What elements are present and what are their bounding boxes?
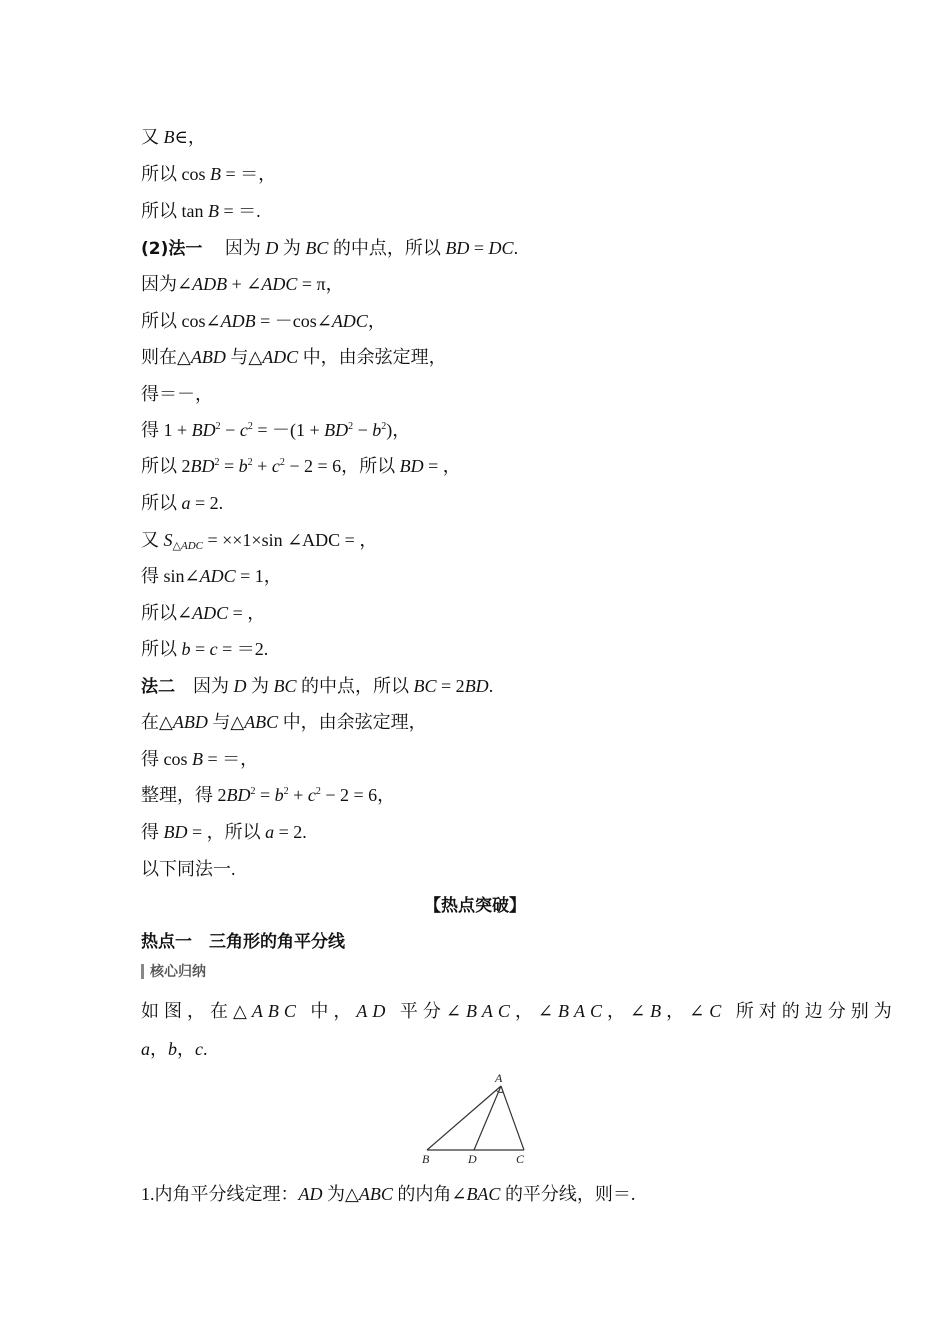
core-summary-label: 核心归纳 (150, 964, 206, 980)
bisector-ad (474, 1086, 501, 1150)
hotspot-title: 热点一 三角形的角平分线 (141, 932, 345, 952)
line-19: 整理，得 $2BD^2 = b^2 + c^2 - 2 = 6$， (141, 785, 396, 805)
paragraph-line-1: 如图，在△ABC 中，AD 平分∠BAC，∠BAC，∠B，∠C 所对的边分别为 (141, 1001, 897, 1021)
core-summary-heading (141, 961, 206, 981)
line-3: 所以 tan B = ＝. (141, 201, 261, 221)
line-12: 又 $S_{\triangle ADC} = \times\times 1\times\sin$ ∠ADC = ， (141, 530, 378, 552)
line-21: 以下同法一. (141, 859, 236, 879)
line-13: 得 sin∠ADC = 1， (141, 566, 282, 586)
point-label-d: D (468, 1152, 477, 1166)
line-15: 所以 b = c = ＝2. (141, 639, 269, 659)
paragraph-line-2: a，b，c. (141, 1039, 208, 1059)
side-ab (427, 1086, 501, 1150)
line-14: 所以∠ADC = ， (141, 603, 266, 623)
line-10: 所以 $2BD^2 = b^2 + c^2 - 2 = 6$，所以 BD = ， (141, 456, 461, 476)
theorem-line: 1.内角平分线定理：AD 为△ABC 的内角∠BAC 的平分线，则＝. (141, 1184, 636, 1204)
line-9: 得 $1 + BD^2 - c^2 = -(1 + BD^2 - b^2)$， (141, 420, 411, 440)
triangle-figure (410, 1068, 540, 1168)
line-7: 则在△ABD 与△ADC 中，由余弦定理， (141, 347, 447, 367)
line-5: 因为∠ADB + ∠ADC = π， (141, 274, 344, 294)
line-4: (2)法一 因为 D 为 BC 的中点，所以 BD = DC. (141, 238, 519, 259)
vertex-label-a: A (495, 1071, 503, 1085)
line-17: 在△ABD 与△ABC 中，由余弦定理， (141, 712, 427, 732)
heading-bar (141, 964, 144, 979)
line-8: 得＝－， (141, 384, 213, 404)
line-16: 法二 因为 D 为 BC 的中点，所以 BC = 2BD. (141, 676, 494, 697)
vertex-label-c: C (516, 1152, 525, 1166)
line-1: 又 B∈， (141, 127, 206, 147)
line-2: 所以 cos B = ＝， (141, 164, 277, 184)
method-two-label: 法二 (141, 677, 175, 697)
section-title: 【热点突破】 (424, 896, 526, 916)
line-11: 所以 a = 2. (141, 493, 224, 513)
method-one-label: (2)法一 (141, 239, 203, 259)
line-20: 得 BD = ，所以 a = 2. (141, 822, 307, 842)
line-6: 所以 cos∠ADB = －cos∠ADC， (141, 311, 386, 331)
vertex-label-b: B (422, 1152, 430, 1166)
line-18: 得 cos B = ＝， (141, 749, 259, 769)
side-ac (501, 1086, 524, 1150)
area-expression: = ××1×sin ∠ADC = ， (207, 530, 378, 550)
